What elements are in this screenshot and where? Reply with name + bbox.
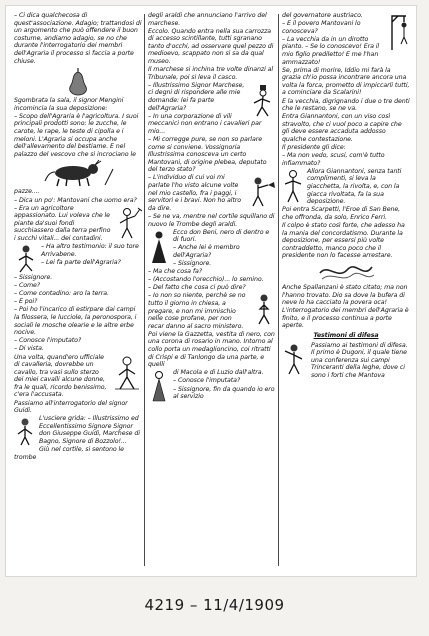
paragraph: Passiamo all'interrogatorio del signor Guidi. xyxy=(14,399,128,415)
paragraph: Poi entra Scarpetti, l'Eroe di San Bene, che offronda, da solo, Enrico Ferri. xyxy=(282,206,401,221)
sitting-man-illustration xyxy=(112,355,142,391)
paragraph: – (Accostando l'orecchio)... lo semino. xyxy=(148,276,264,284)
paragraph: – In una corporazione di vili meccanici non entrano i cavalieri par mio... xyxy=(148,112,262,135)
old-woman-illustration xyxy=(148,370,170,402)
paragraph: Anche Spallanzani è stato citato; ma non l'hanno trovato. Dio sa dove la bufera di neve lo ha cacciato la povera oca! xyxy=(282,284,408,307)
paragraph: – Ma che cosa fa? xyxy=(148,268,202,276)
paragraph: – Conosce l'imputato? xyxy=(14,337,82,345)
paragraph: Passiamo ai testimoni di difesa. Il primo è Dugoni, il quale tiene una conferenza sui campi Trinceranti della leghe, dove ci sono i forti che Mantova xyxy=(311,341,408,380)
paragraph: – Illustrissimo Signor Marchese, ci degni di rispondere alle mie domande: lei fa parte dell'Agraria? xyxy=(148,81,245,112)
orator-illustration xyxy=(282,343,308,375)
paragraph: – Come? xyxy=(14,282,41,290)
paragraph: Se, prima di morire, Iddio mi farà la grazia ch'io possa incontrare ancora una volta la forca, prometto di impiccarli tutti, a cominciare da Scalarini! xyxy=(282,66,410,97)
paragraph: – Dica un po': Mantovani che uomo era? xyxy=(14,196,137,204)
paragraph: – Conosce l'imputata? xyxy=(173,377,241,385)
paragraph: – E poi? xyxy=(14,298,38,306)
column-divider xyxy=(278,14,279,566)
text-column-2 xyxy=(148,12,276,568)
paragraph: – Poi ho l'incarico di estirpare dai campi la filossera, le lucciole, la peronospora, i sociali le mosche olearie e le altre erbe nocive. xyxy=(14,306,137,337)
newspaper-page xyxy=(6,6,416,576)
paragraph: Il colpo è stato così forte, che adesso ha la mania del concordatismo. Durante la deposizione, per essersi più volte contraddetto, manco poco che il presidente non lo facesse arrestare. xyxy=(282,222,405,260)
paragraph: Ecco don Beni, nero di dentro e di fuori. xyxy=(173,228,270,244)
paragraph: – Lei fa parte dell'Agraria? xyxy=(41,258,121,266)
paragraph: Il marchese si inchina tre volte dinanzi al Tribunale, poi si leva il casco. xyxy=(148,66,274,81)
paragraph: E la vecchia, digrignando i due o tre denti che le restano, se ne va. xyxy=(282,97,410,113)
paragraph: Sgombrata la sala, il signor Mengini incomincia la sua deposizione: xyxy=(14,97,124,112)
bull-illustration xyxy=(39,159,117,187)
text-column-1 xyxy=(14,12,142,568)
paragraph: Eccolo. Quando entra nella sua carrozza di accesso scintillante, tutti sgranano tanto d'occhi, ad osservare quel pezzo di medioevo, scappato non si sa da qual museo. xyxy=(148,27,274,66)
pear-illustration xyxy=(65,66,91,96)
paragraph: – Anche lei è membro dell'Agraria? xyxy=(173,244,240,259)
marquis-figure-illustration xyxy=(14,416,36,446)
archive-caption: 4219 – 11/4/1909 xyxy=(144,596,285,614)
paragraph: – Come contadino: aro la terra. xyxy=(14,290,109,298)
paragraph: pazze.... xyxy=(14,188,40,196)
paragraph: L'interrogatorio dei membri dell'Agraria è finito, e il processo continua a porte aperte. xyxy=(282,307,409,330)
paragraph: – Mi corregge pure, se non so parlare come si conviene. Vossignoria Illustrissima conosceva un certo Mantovani, di origine plebea, deputato del terzo stato? xyxy=(148,136,267,174)
paragraph: degli araldi che annunciano l'arrivo del marchese. xyxy=(148,12,267,27)
paragraph: – Sissignore, fin da quando io ero al servizio xyxy=(173,385,275,401)
paragraph: – Sissignore. xyxy=(173,260,212,267)
paragraph: – Ha altro testimonio: il suo tore Arrivabene. xyxy=(41,243,139,258)
paragraph: – La vecchia da in un dirotto pianto. – Se lo conoscevo! Era il mio figlio prediletto! E me l'han ammazzato! xyxy=(282,35,380,66)
text-column-3 xyxy=(282,12,410,568)
praying-figure-illustration xyxy=(252,293,276,325)
paragraph: Una volta, quand'ero ufficiale di cavalleria, dovrebbe un cavallo, tra vasi sullo sterzo dei miei cavalli alcune donne, fra le quali, ricordo benissimo, c'era l'accusata. xyxy=(14,353,107,399)
paragraph: – Se ne va, mentre nel cortile squillano di nuovo le Trombe degli araldi. xyxy=(148,212,275,228)
paragraph: Entra Giannantoni, con un viso così stravolto, che ci vuol poco a capire che gli deve essere accaduta addosso qualche contestazione. xyxy=(282,113,402,143)
paragraph: Poi viene la Gazzetta, vestita di nero, con una corona di rosario in mano. Intorno al collo porta un medaglioncino, coi ritratti di Crispi e di Tanlongo da una parte, e quelli xyxy=(148,330,275,369)
man-turning-jacket-illustration xyxy=(282,169,304,203)
paragraph: – Del fatto che cosa ci può dire? xyxy=(148,284,246,292)
kneeling-figure-illustration xyxy=(14,244,38,274)
bowing-marquis-illustration xyxy=(248,83,276,117)
paragraph: – Era un agricoltore appassionato. Lui voleva che le piante da'suoi fondi succhiassero dalla terra perfino i succhi vitali... dei contadini. xyxy=(14,204,111,242)
paragraph: L'usciere grida: – Illustrissimo ed Eccellentissimo Signore Signor don Giuseppe Guidi, Marchese di Bagno, Signore di Bozzolo!... xyxy=(39,415,140,446)
paragraph: – Ma non vedo, scusi, com'è tutto infiammato? xyxy=(282,152,385,167)
paragraph: – Sissignore. xyxy=(14,274,53,282)
paragraph: – Ci dica qualchecosa di quest'associazione. Adagio; trattandosi di un argomento che può offendere il buon costume, andiamo adagio, se no che durante l'interrogatorio dei membri dell'Agraria il processo si faccia a porte chiuse. xyxy=(14,12,142,65)
paragraph: Il presidente gli dice: xyxy=(282,144,346,152)
priest-figure-illustration xyxy=(148,230,170,264)
section-heading: Testimoni di difesa xyxy=(313,332,379,340)
paragraph: – Io non so niente, perchè se no tutto il giorno in chiesa, a pregare, e non mi immischio nelle cose profane, per non recar danno al sacro ministero. xyxy=(148,292,246,330)
paragraph: – Scopo dell'Agraria è l'agricoltura. I suoi principali prodotti sono: le zucche, le carote, le rape, le teste di cipolla e i meloni. L'Agraria si occupa anche dell'allevamento del bestiame. E nel palazzo del vescovo che si incrociano le xyxy=(14,112,139,158)
trumpeter-illustration xyxy=(248,175,276,207)
paragraph: Giù nel cortile, si sentono le trombe xyxy=(14,446,124,461)
paragraph: – L'individuo di cui voi mi parlate l'ho visto alcune volte nel mio castello, fra i paggi, i servitori e i bravi. Non ho altro da dire. xyxy=(148,174,242,212)
paragraph: – E il povero Mantovani lo conosceva? xyxy=(282,20,361,35)
gallows-illustration xyxy=(388,13,410,51)
farmer-with-hoe-illustration xyxy=(116,206,142,240)
snow-storm-illustration xyxy=(316,261,376,283)
paragraph: del governatore austriaco. xyxy=(282,12,363,19)
paragraph: Allora Giannantoni, senza tanti complimenti, si leva la giacchetta, la rivolta, e, con la giacca rivoltata, fa la sua deposizione. xyxy=(307,167,402,206)
paragraph: di Macola e di Luzio dall'altra. xyxy=(173,369,264,377)
paragraph: – Di vista. xyxy=(14,345,44,353)
column-divider xyxy=(144,14,145,566)
